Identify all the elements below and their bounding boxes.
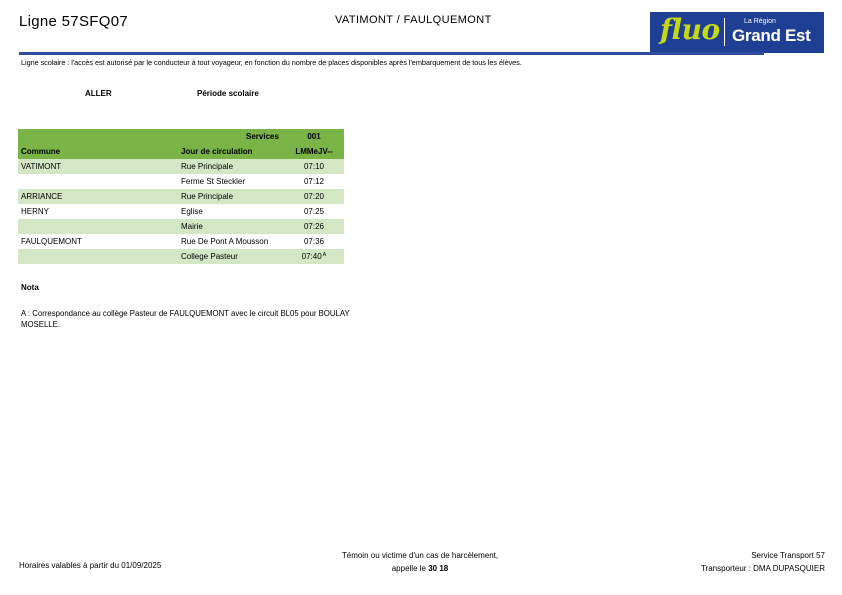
table-row [18, 234, 344, 249]
row-time: 07:25 [303, 207, 325, 216]
row-commune: FAULQUEMONT [21, 237, 82, 246]
logo-brand: fluo [660, 13, 720, 46]
fluo-grand-est-logo [650, 12, 824, 53]
table-row [18, 204, 344, 219]
timetable-header-services [18, 129, 344, 144]
harassment-line1: Témoin ou victime d'un cas de harcèlement, [341, 551, 499, 560]
nota-text: A : Correspondance au collège Pasteur de FAULQUEMONT avec le circuit BL05 pour BOULAY MOSELLE. [21, 309, 350, 329]
harassment-notice [300, 549, 540, 575]
table-row [18, 219, 344, 234]
column-jour: Jour de circulation [181, 147, 253, 156]
row-time-cell [284, 162, 344, 171]
table-row [18, 189, 344, 204]
row-stop: Rue Principale [181, 192, 234, 201]
row-time: 07:12 [303, 177, 325, 186]
timetable [18, 129, 344, 264]
period-label: Période scolaire [197, 89, 259, 98]
row-time-cell [284, 252, 344, 261]
row-time-cell [284, 207, 344, 216]
logo-separator [724, 18, 725, 46]
row-time: 07:40 [301, 252, 322, 261]
row-stop: Rue Principale [181, 162, 234, 171]
row-stop: Mairie [181, 222, 203, 231]
row-stop: College Pasteur [181, 252, 238, 261]
direction-label: ALLER [85, 89, 112, 98]
transport-info [701, 549, 825, 575]
carrier-name: Transporteur : DMA DUPASQUIER [700, 564, 825, 573]
harassment-prefix: appelle le [391, 564, 426, 573]
row-time: 07:10 [303, 162, 325, 171]
row-commune: HERNY [21, 207, 50, 216]
logo-region-small: La Région [744, 18, 776, 25]
school-line-notice: Ligne scolaire : l'accès est autorisé par le conducteur à tout voyageur, en fonction du nombre de places disponibles après l'embarquement de tous les élèves. [21, 58, 522, 67]
nota-title: Nota [21, 283, 39, 292]
line-title: Ligne 57SFQ07 [19, 13, 128, 30]
row-commune: VATIMONT [21, 162, 62, 171]
route-title: VATIMONT / FAULQUEMONT [335, 14, 492, 26]
services-label: Services [246, 132, 279, 141]
row-time-cell [284, 237, 344, 246]
row-commune: ARRIANCE [21, 192, 63, 201]
row-time: 07:36 [303, 237, 325, 246]
table-row [18, 174, 344, 189]
row-note-marker: A [322, 252, 327, 258]
row-time: 07:26 [303, 222, 325, 231]
row-stop: Rue De Pont A Mousson [181, 237, 269, 246]
row-time-cell [284, 222, 344, 231]
harassment-line2 [300, 562, 540, 575]
row-time-cell [284, 177, 344, 186]
table-row [18, 159, 344, 174]
row-time: 07:20 [303, 192, 325, 201]
days-code: LMMeJV-- [295, 147, 333, 156]
harassment-number: 30 18 [428, 564, 449, 573]
row-stop: Ferme St Steckler [181, 177, 246, 186]
row-time-cell [284, 192, 344, 201]
service-name: Service Transport 57 [751, 551, 825, 560]
row-stop: Eglise [181, 207, 203, 216]
header-rule [19, 52, 764, 55]
validity-date: Horaires valables à partir du 01/09/2025 [19, 561, 162, 570]
service-number: 001 [307, 132, 321, 141]
table-row [18, 249, 344, 264]
timetable-header-columns [18, 144, 344, 159]
logo-region-big: Grand Est [732, 26, 811, 45]
column-commune: Commune [21, 147, 61, 156]
